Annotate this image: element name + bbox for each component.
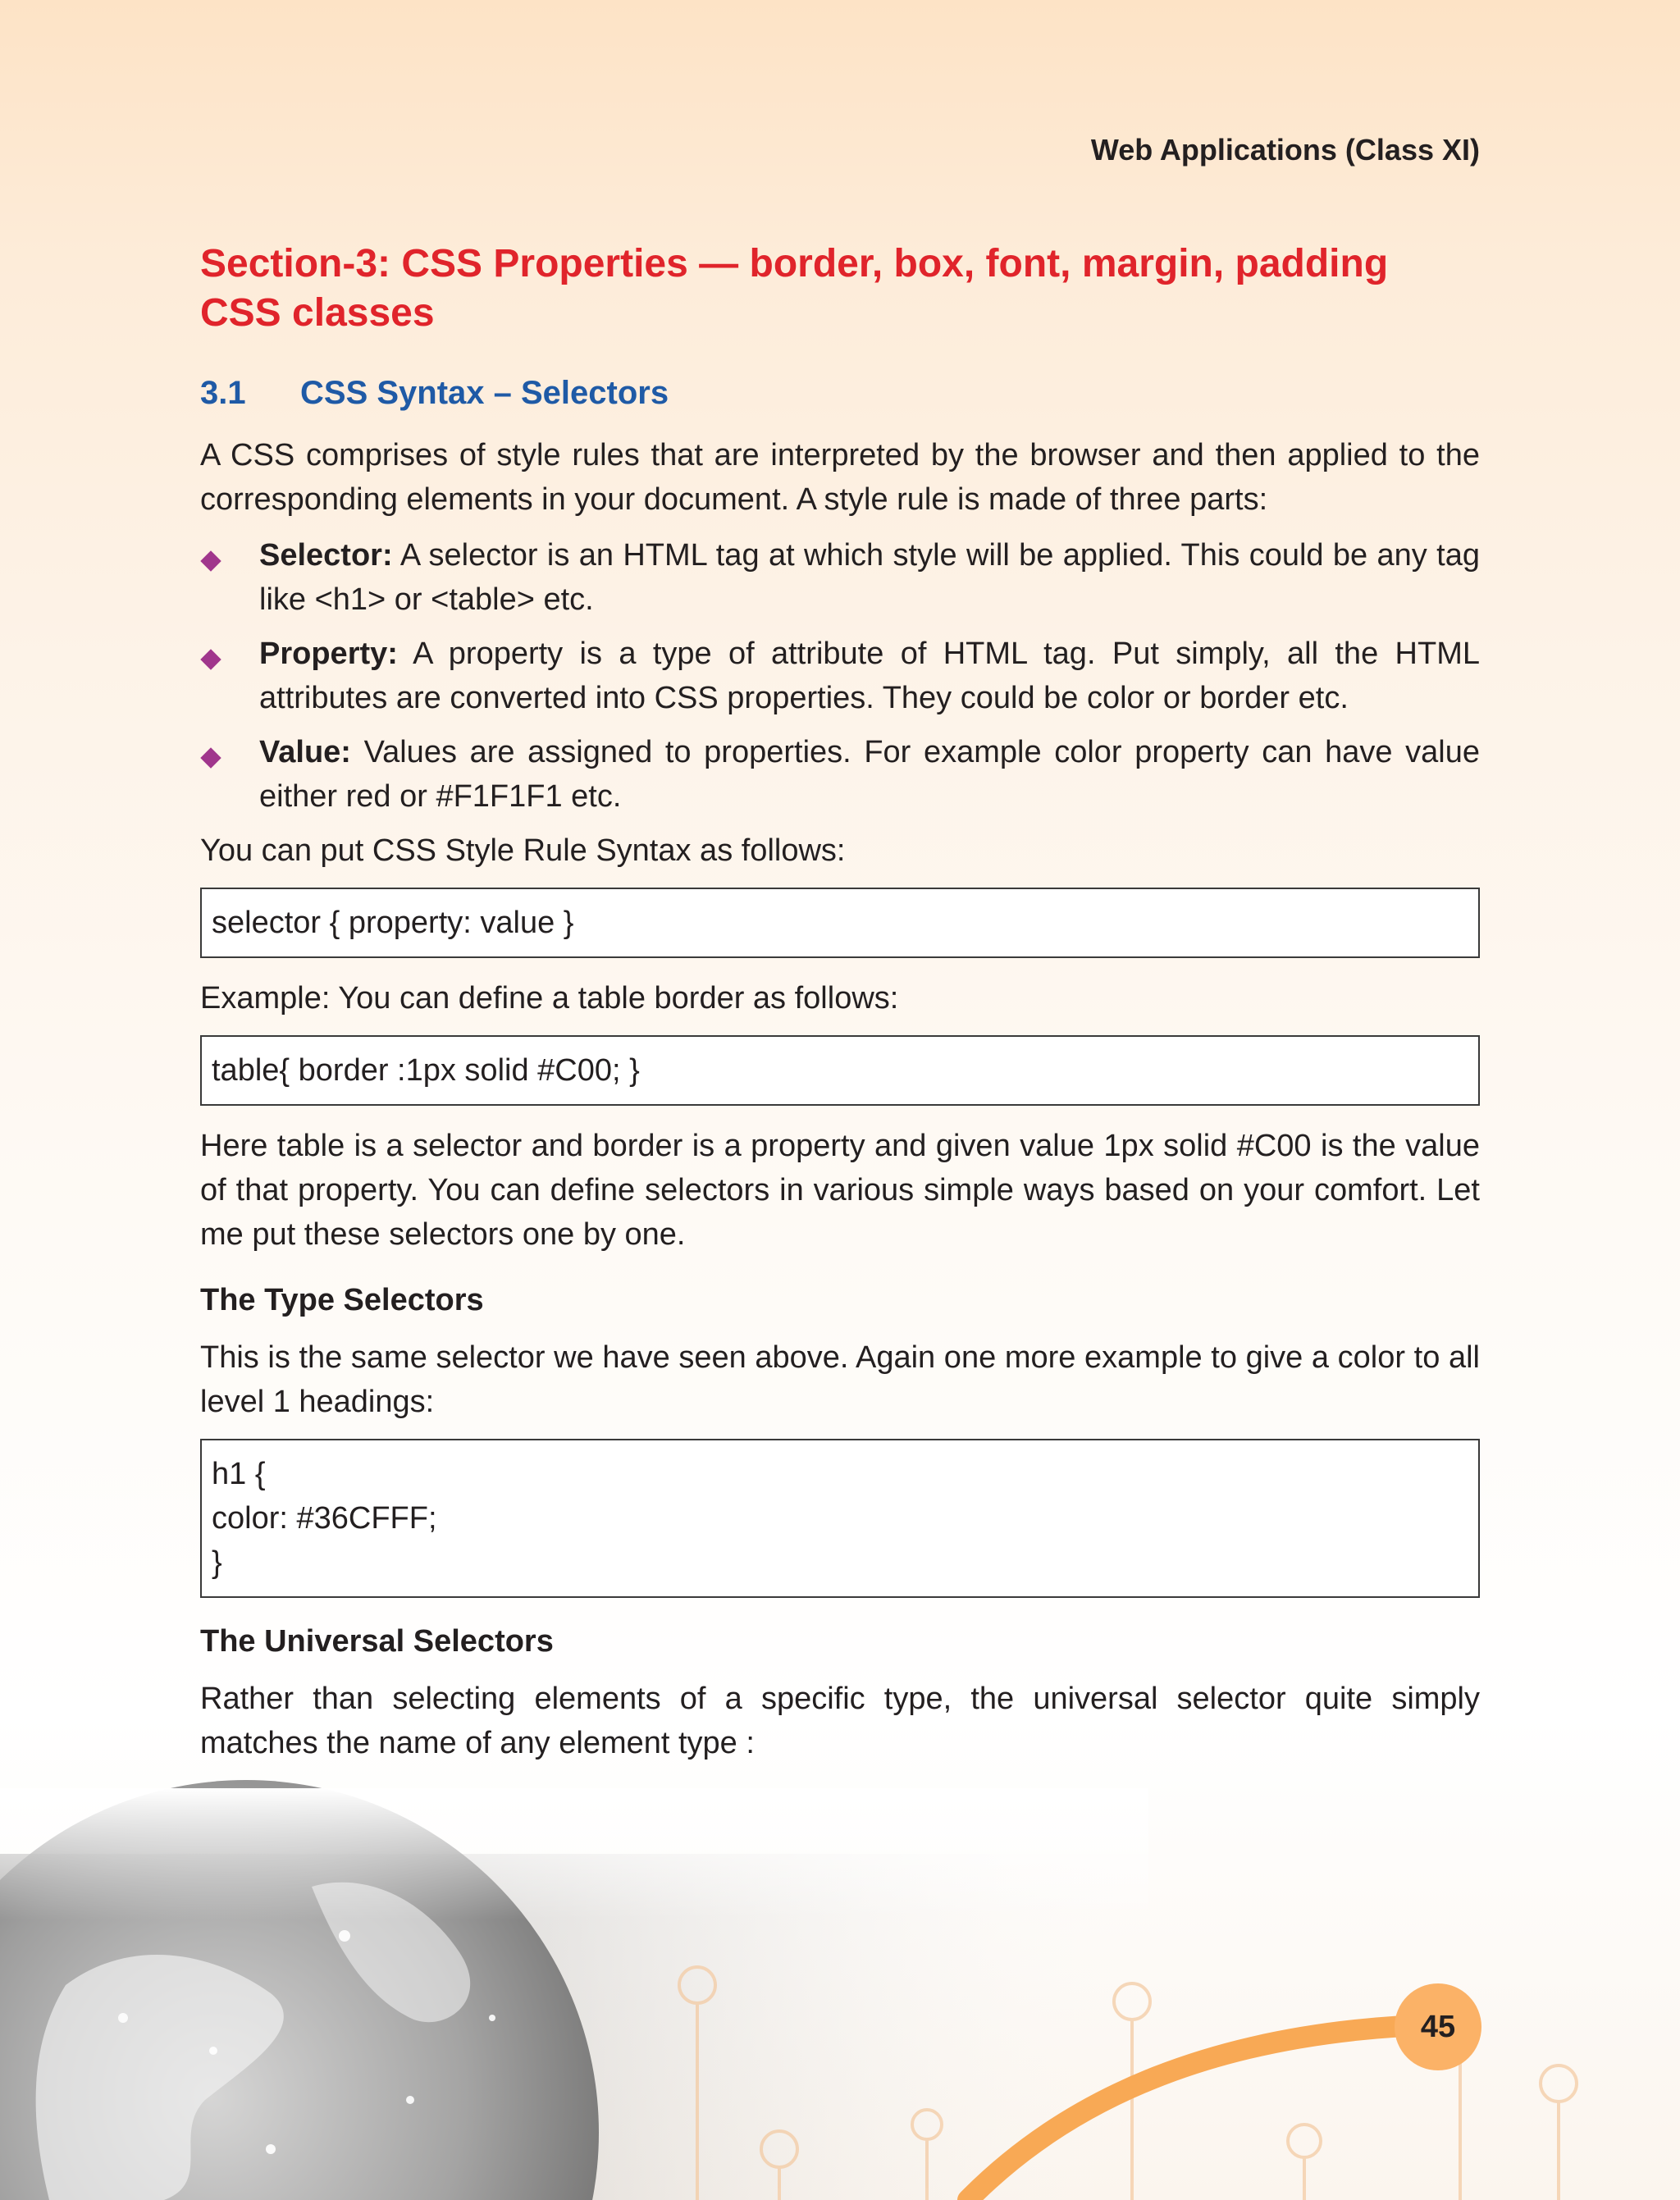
bullet-text: Values are assigned to properties. For example color property can have value either red or #F1F1F1 etc.: [259, 735, 1480, 814]
style-rule-parts-list: [200, 533, 1480, 819]
code-line: color: #36CFFF;: [212, 1501, 437, 1536]
universal-selectors-text: Rather than selecting elements of a specific type, the universal selector quite simply matches the name of any element type :: [200, 1682, 1480, 1760]
type-selectors-code-box: [200, 1439, 1480, 1598]
code-line: }: [212, 1545, 222, 1580]
code-line: table{ border :1px solid #C00; }: [212, 1053, 640, 1088]
bullet-text: A selector is an HTML tag at which style will be applied. This could be any tag like <h1> or <table> etc.: [259, 538, 1480, 617]
list-item: [200, 632, 1480, 720]
main-content: [200, 240, 1480, 1777]
intro-paragraph: A CSS comprises of style rules that are interpreted by the browser and then applied to the corresponding elements in your document. A style rule is made of three parts:: [200, 438, 1480, 517]
subsection-number: 3.1: [200, 375, 246, 411]
bullet-term: Property:: [259, 637, 398, 671]
syntax-intro: You can put CSS Style Rule Syntax as follows:: [200, 833, 846, 868]
bullet-term: Selector:: [259, 538, 393, 573]
bullet-term: Value:: [259, 735, 351, 769]
syntax-code-box: [200, 888, 1480, 958]
explanation-paragraph: Here table is a selector and border is a property and given value 1px solid #C00 is the value of that property. You can define selectors in various simple ways based on your comfort. Let me put these selectors one by one.: [200, 1129, 1480, 1252]
list-item: [200, 730, 1480, 819]
page-number: 45: [1395, 1983, 1481, 2070]
code-line: selector { property: value }: [212, 906, 574, 940]
type-selectors-text: This is the same selector we have seen above. Again one more example to give a color to all level 1 headings:: [200, 1340, 1480, 1419]
example-code-box: [200, 1035, 1480, 1106]
section-title: Section-3: CSS Properties — border, box, font, margin, padding CSS classes: [200, 242, 1389, 335]
running-header: Web Applications (Class XI): [1090, 133, 1480, 167]
subsection-heading: [200, 372, 1480, 413]
list-item: [200, 533, 1480, 622]
example-intro: Example: You can define a table border as follows:: [200, 981, 899, 1016]
diamond-bullet-icon: [200, 747, 221, 768]
subsection-title: CSS Syntax – Selectors: [300, 375, 669, 411]
type-selectors-heading: The Type Selectors: [200, 1283, 484, 1317]
universal-selectors-heading: The Universal Selectors: [200, 1624, 554, 1659]
diamond-bullet-icon: [200, 550, 221, 571]
code-line: h1 {: [212, 1457, 266, 1491]
diamond-bullet-icon: [200, 649, 221, 669]
bullet-text: A property is a type of attribute of HTML tag. Put simply, all the HTML attributes are converted into CSS properties. They could be color or border etc.: [259, 637, 1480, 715]
